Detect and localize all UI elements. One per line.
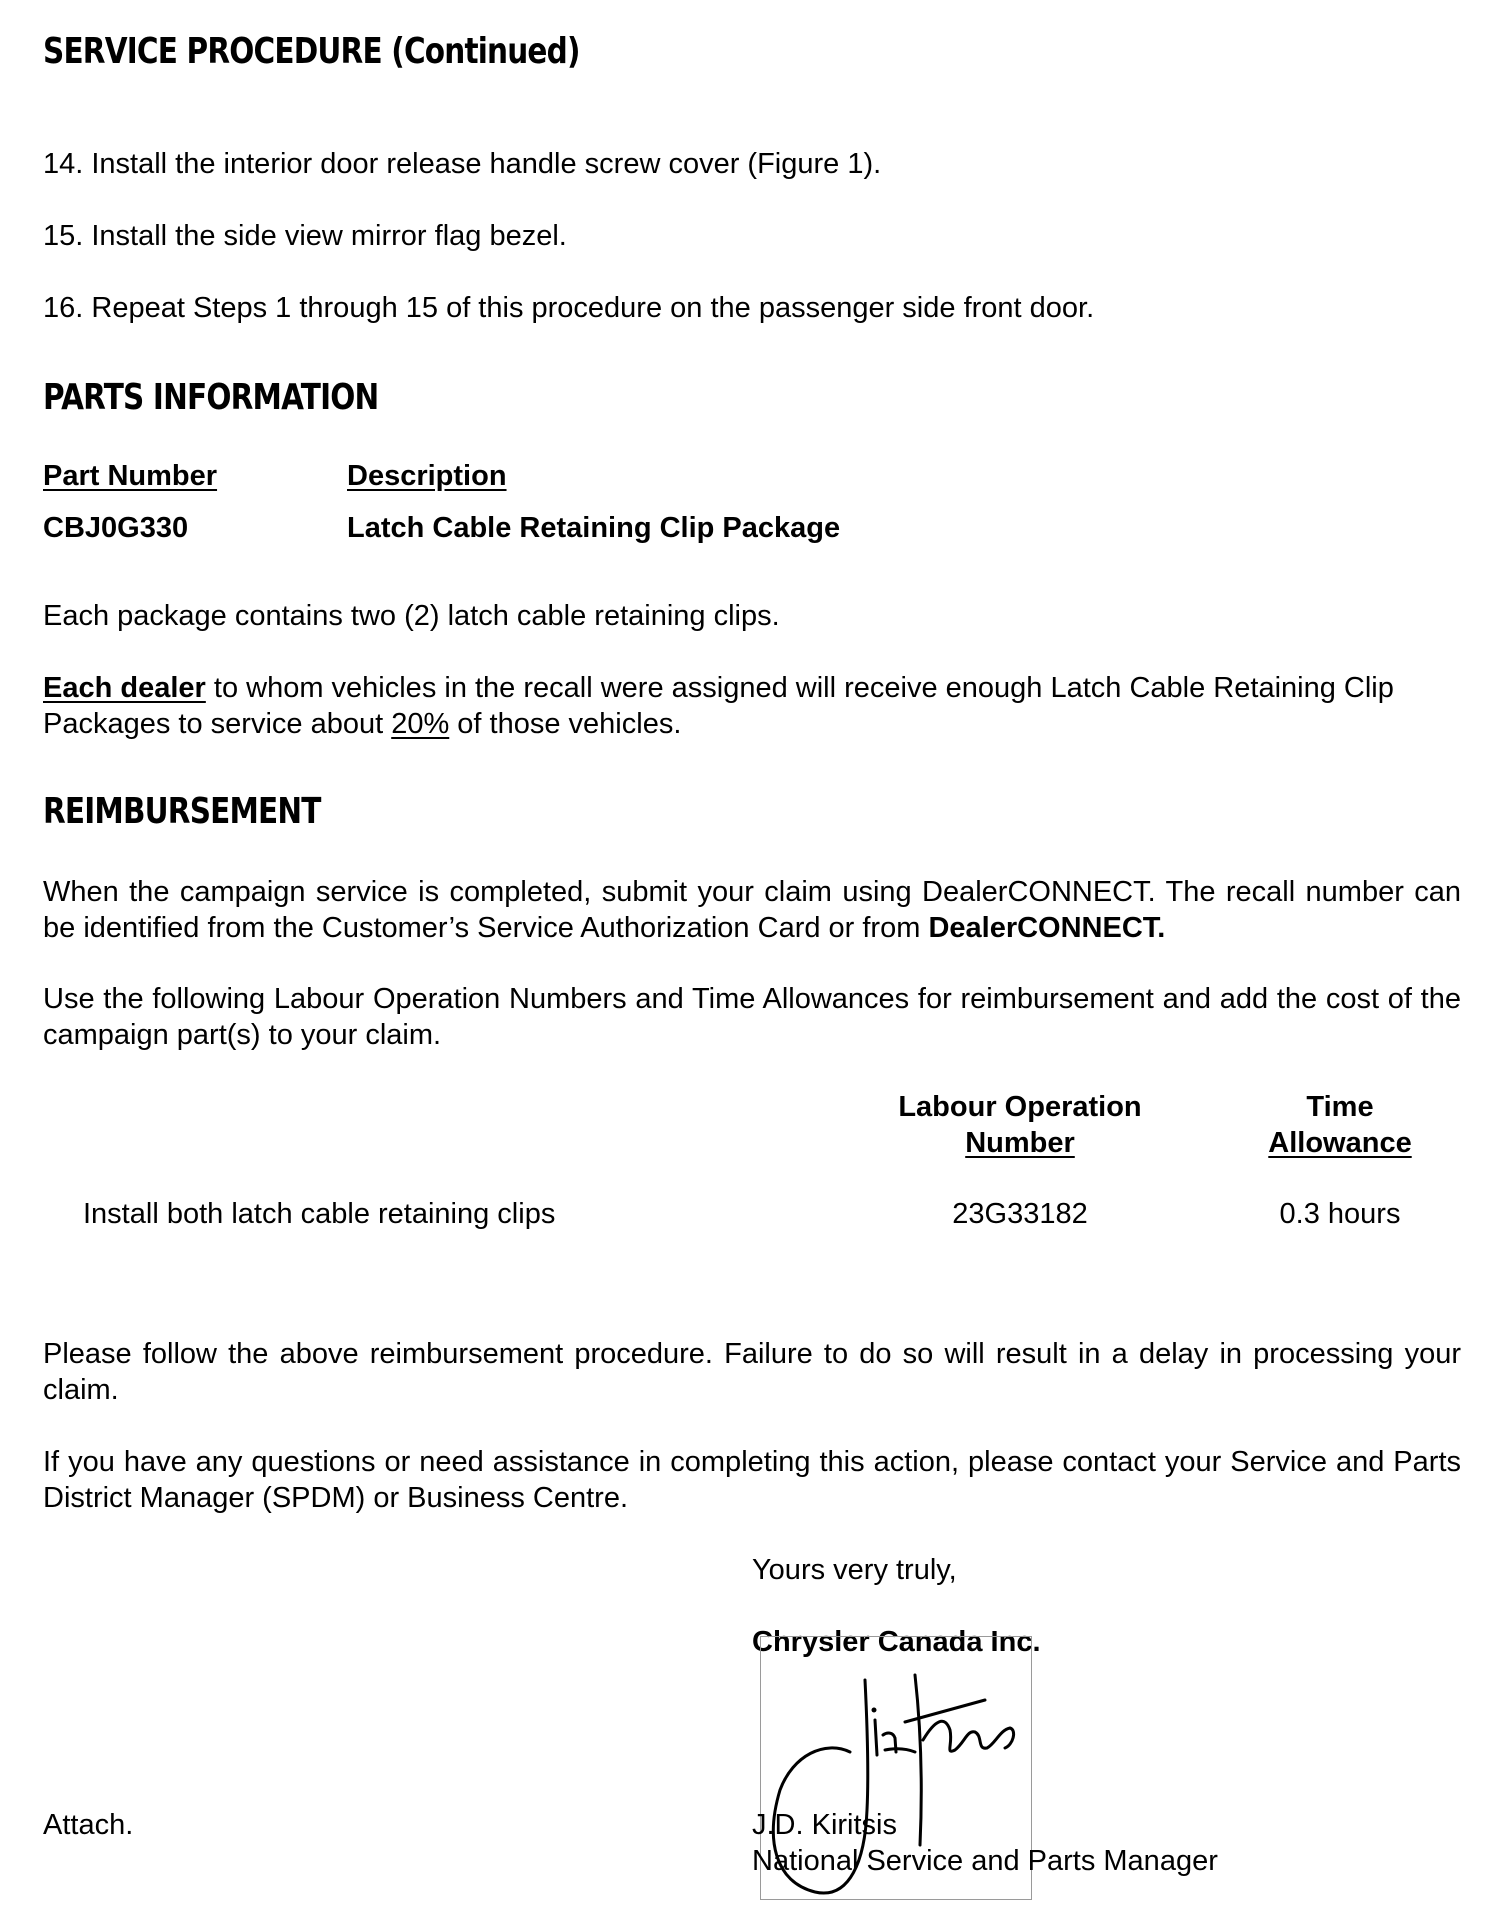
table-row-time: 0.3 hours [1279,1198,1401,1230]
table-col-labour-line-2: Number [965,1127,1075,1159]
dealer-allocation-text-2: of those vehicles. [449,708,682,740]
reimbursement-paragraph-1-bold: DealerCONNECT. [928,912,1166,944]
reimbursement-paragraph-4: If you have any questions or need assistance in completing this action, please contact your Service and Parts District Manager (SPDM) or Business Centre. [43,1446,1461,1514]
reimbursement-paragraph-3: Please follow the above reimbursement procedure. Failure to do so will result in a delay in processing your claim. [43,1338,1461,1406]
section-heading-service-procedure: SERVICE PROCEDURE (Continued) [43,31,580,72]
dealer-allocation-percent: 20% [391,708,450,740]
procedure-step-16: 16. Repeat Steps 1 through 15 of this procedure on the passenger side front door. [43,292,1095,324]
section-heading-reimbursement: REIMBURSEMENT [43,791,321,832]
part-description-value: Latch Cable Retaining Clip Package [347,512,841,544]
parts-col-part-number: Part Number [43,460,218,492]
reimbursement-paragraph-1-text: When the campaign service is completed, submit your claim using DealerCONNECT. The recall number can be identified from the Customer’s Service Authorization Card or from [43,876,1461,944]
section-heading-parts-information: PARTS INFORMATION [43,377,379,418]
table-col-time-line-2: Allowance [1268,1127,1412,1159]
reimbursement-paragraph-2: Use the following Labour Operation Numbers and Time Allowances for reimbursement and add the cost of the campaign part(s) to your claim. [43,983,1461,1051]
dealer-allocation-paragraph [43,670,1461,742]
reimbursement-paragraph-1 [43,874,1461,946]
dealer-allocation-text-1: to whom vehicles in the recall were assigned will receive enough Latch Cable Retaining Clip Packages to service about [43,672,1394,740]
table-row-labour-number: 23G33182 [952,1198,1088,1230]
table-col-labour-line-1: Labour Operation [898,1091,1142,1123]
closing-company: Chrysler Canada Inc. [752,1626,1041,1658]
part-number-value: CBJ0G330 [43,512,189,544]
signatory-name: J.D. Kiritsis [752,1809,897,1841]
procedure-step-14: 14. Install the interior door release handle screw cover (Figure 1). [43,148,882,180]
table-row-description: Install both latch cable retaining clips [83,1198,556,1230]
dealer-allocation-lead: Each dealer [43,672,206,704]
table-col-labour-operation [880,1089,1160,1161]
signatory-title: National Service and Parts Manager [752,1845,1218,1877]
table-col-time-allowance [1220,1089,1460,1161]
parts-col-description: Description [347,460,507,492]
closing-salutation: Yours very truly, [752,1554,957,1586]
procedure-step-15: 15. Install the side view mirror flag bezel. [43,220,567,252]
package-note: Each package contains two (2) latch cable retaining clips. [43,600,780,632]
attachment-note: Attach. [43,1809,134,1841]
table-col-time-line-1: Time [1306,1091,1374,1123]
